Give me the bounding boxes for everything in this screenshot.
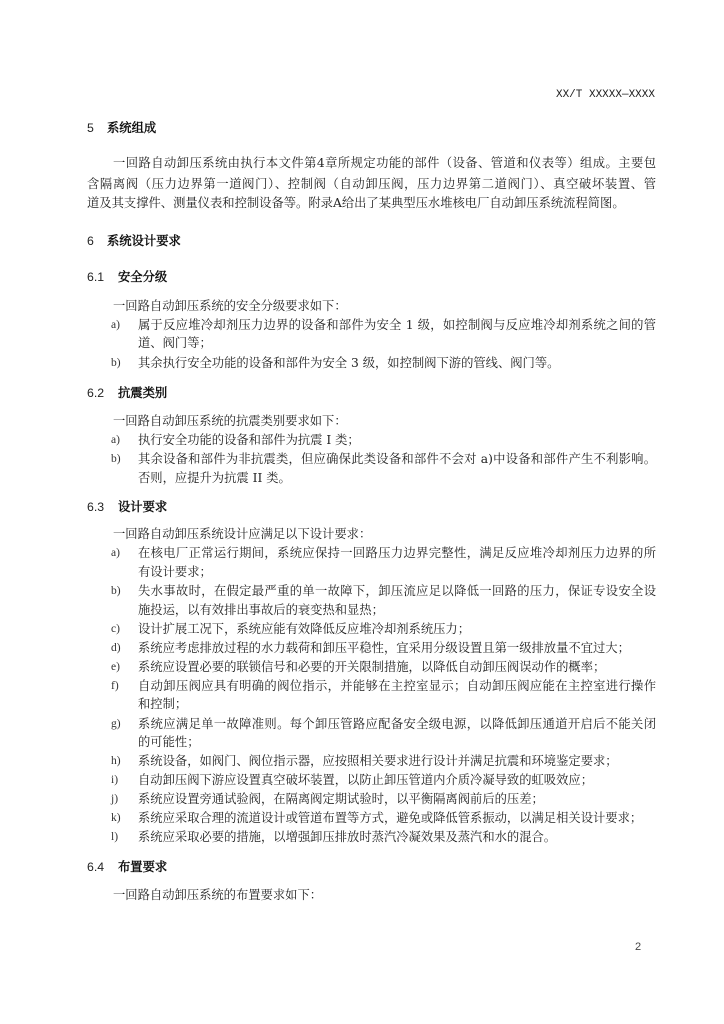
list-marker: f) <box>111 680 119 692</box>
list-marker: b) <box>111 357 121 369</box>
list-item-line: 在核电厂正常运行期间，系统应保持一回路压力边界完整性，满足反应堆冷却剂压力边界的所 <box>138 546 656 560</box>
list-marker: l) <box>111 831 119 843</box>
subsection-number: 6.4 <box>87 860 105 874</box>
list-marker: b) <box>111 585 121 597</box>
list-item-line: 执行安全功能的设备和部件为抗震 I 类； <box>138 433 360 447</box>
subsection-number: 6.2 <box>87 386 105 400</box>
list-marker: k) <box>111 812 121 824</box>
list-item-line: 设计扩展工况下，系统应能有效降低反应堆冷却剂系统压力； <box>138 622 471 636</box>
list-item-line: 系统应采取必要的措施，以增强卸压排放时蒸汽冷凝效果及蒸汽和水的混合。 <box>138 830 557 844</box>
list-item-line: 其余执行安全功能的设备和部件为安全 3 级，如控制阀下游的管线、阀门等。 <box>138 356 560 370</box>
list-item-line: 其余设备和部件为非抗震类，但应确保此类设备和部件不会对 a)中设备和部件产生不利影响。 <box>138 452 656 466</box>
document-code: XX/T XXXXX—XXXX <box>555 89 655 101</box>
list-marker: c) <box>111 623 120 635</box>
list-item-line: 的可能性； <box>138 735 200 749</box>
list-item-line: 施投运，以有效排出事故后的衰变热和显热； <box>138 603 384 617</box>
paragraph-line: 道及其支撑件、测量仪表和控制设备等。附录A给出了某典型压水堆核电厂自动卸压系统流程简图。 <box>87 196 625 210</box>
subsection-title: 抗震类别 <box>118 386 168 400</box>
list-item-line: 道、阀门等； <box>138 336 212 350</box>
list-item-line: 系统应满足单一故障准则。每个卸压管路应配备安全级电源，以降低卸压通道开启后不能关闭 <box>138 717 656 731</box>
list-item-line: 系统应设置必要的联锁信号和必要的开关限制措施，以降低自动卸压阀误动作的概率； <box>138 660 606 674</box>
intro-line: 一回路自动卸压系统的抗震类别要求如下： <box>113 414 347 428</box>
list-item-line: 否则，应提升为抗震 II 类。 <box>138 471 291 485</box>
list-marker: b) <box>111 453 121 465</box>
list-item-line: 失水事故时，在假定最严重的单一故障下，卸压流应足以降低一回路的压力，保证专设安全设 <box>138 584 656 598</box>
list-item-line: 有设计要求； <box>138 565 212 579</box>
list-marker: g) <box>111 718 121 730</box>
intro-line: 一回路自动卸压系统的布置要求如下： <box>113 888 323 902</box>
list-item-line: 自动卸压阀下游应设置真空破坏装置，以防止卸压管道内介质冷凝导致的虹吸效应； <box>138 773 593 787</box>
section-number: 5 <box>87 121 94 135</box>
paragraph-line: 一回路自动卸压系统由执行本文件第4章所规定功能的部件（设备、管道和仪表等）组成。主要包 <box>113 156 656 170</box>
list-marker: d) <box>111 642 121 654</box>
list-item-line: 系统应采取合理的流道设计或管道布置等方式，避免或降低管系振动，以满足相关设计要求； <box>138 811 643 825</box>
list-marker: e) <box>111 661 120 673</box>
subsection-title: 设计要求 <box>118 500 168 514</box>
subsection-title: 安全分级 <box>118 270 168 284</box>
list-item-line: 自动卸压阀应具有明确的阀位指示，并能够在主控室显示；自动卸压阀应能在主控室进行操作 <box>138 679 656 693</box>
intro-line: 一回路自动卸压系统的安全分级要求如下： <box>113 299 347 313</box>
list-marker: h) <box>111 755 121 767</box>
section-title: 系统设计要求 <box>107 234 181 248</box>
list-marker: a) <box>111 547 120 559</box>
intro-line: 一回路自动卸压系统设计应满足以下设计要求： <box>113 527 372 541</box>
list-item-line: 属于反应堆冷却剂压力边界的设备和部件为安全 1 级，如控制阀与反应堆冷却剂系统之间的管 <box>138 318 656 332</box>
section-title: 系统组成 <box>107 121 157 135</box>
subsection-number: 6.3 <box>87 500 105 514</box>
section-number: 6 <box>87 234 94 248</box>
list-item-line: 系统应考虑排放过程的水力载荷和卸压平稳性，宜采用分级设置且第一级排放量不宜过大； <box>138 641 630 655</box>
list-item-line: 和控制； <box>138 697 188 711</box>
list-marker: i) <box>111 774 119 786</box>
list-marker: a) <box>111 434 120 446</box>
list-item-line: 系统设备，如阀门、阀位指示器，应按照相关要求进行设计并满足抗震和环境鉴定要求； <box>138 754 618 768</box>
subsection-number: 6.1 <box>87 270 105 284</box>
list-marker: a) <box>111 319 120 331</box>
page-number: 2 <box>635 941 642 953</box>
list-marker: j) <box>111 793 119 805</box>
list-item-line: 系统应设置旁通试验阀，在隔离阀定期试验时，以平衡隔离阀前后的压差； <box>138 792 544 806</box>
subsection-title: 布置要求 <box>118 860 168 874</box>
paragraph-line: 含隔离阀（压力边界第一道阀门）、控制阀（自动卸压阀，压力边界第二道阀门）、真空破坏装置、管 <box>87 177 656 191</box>
